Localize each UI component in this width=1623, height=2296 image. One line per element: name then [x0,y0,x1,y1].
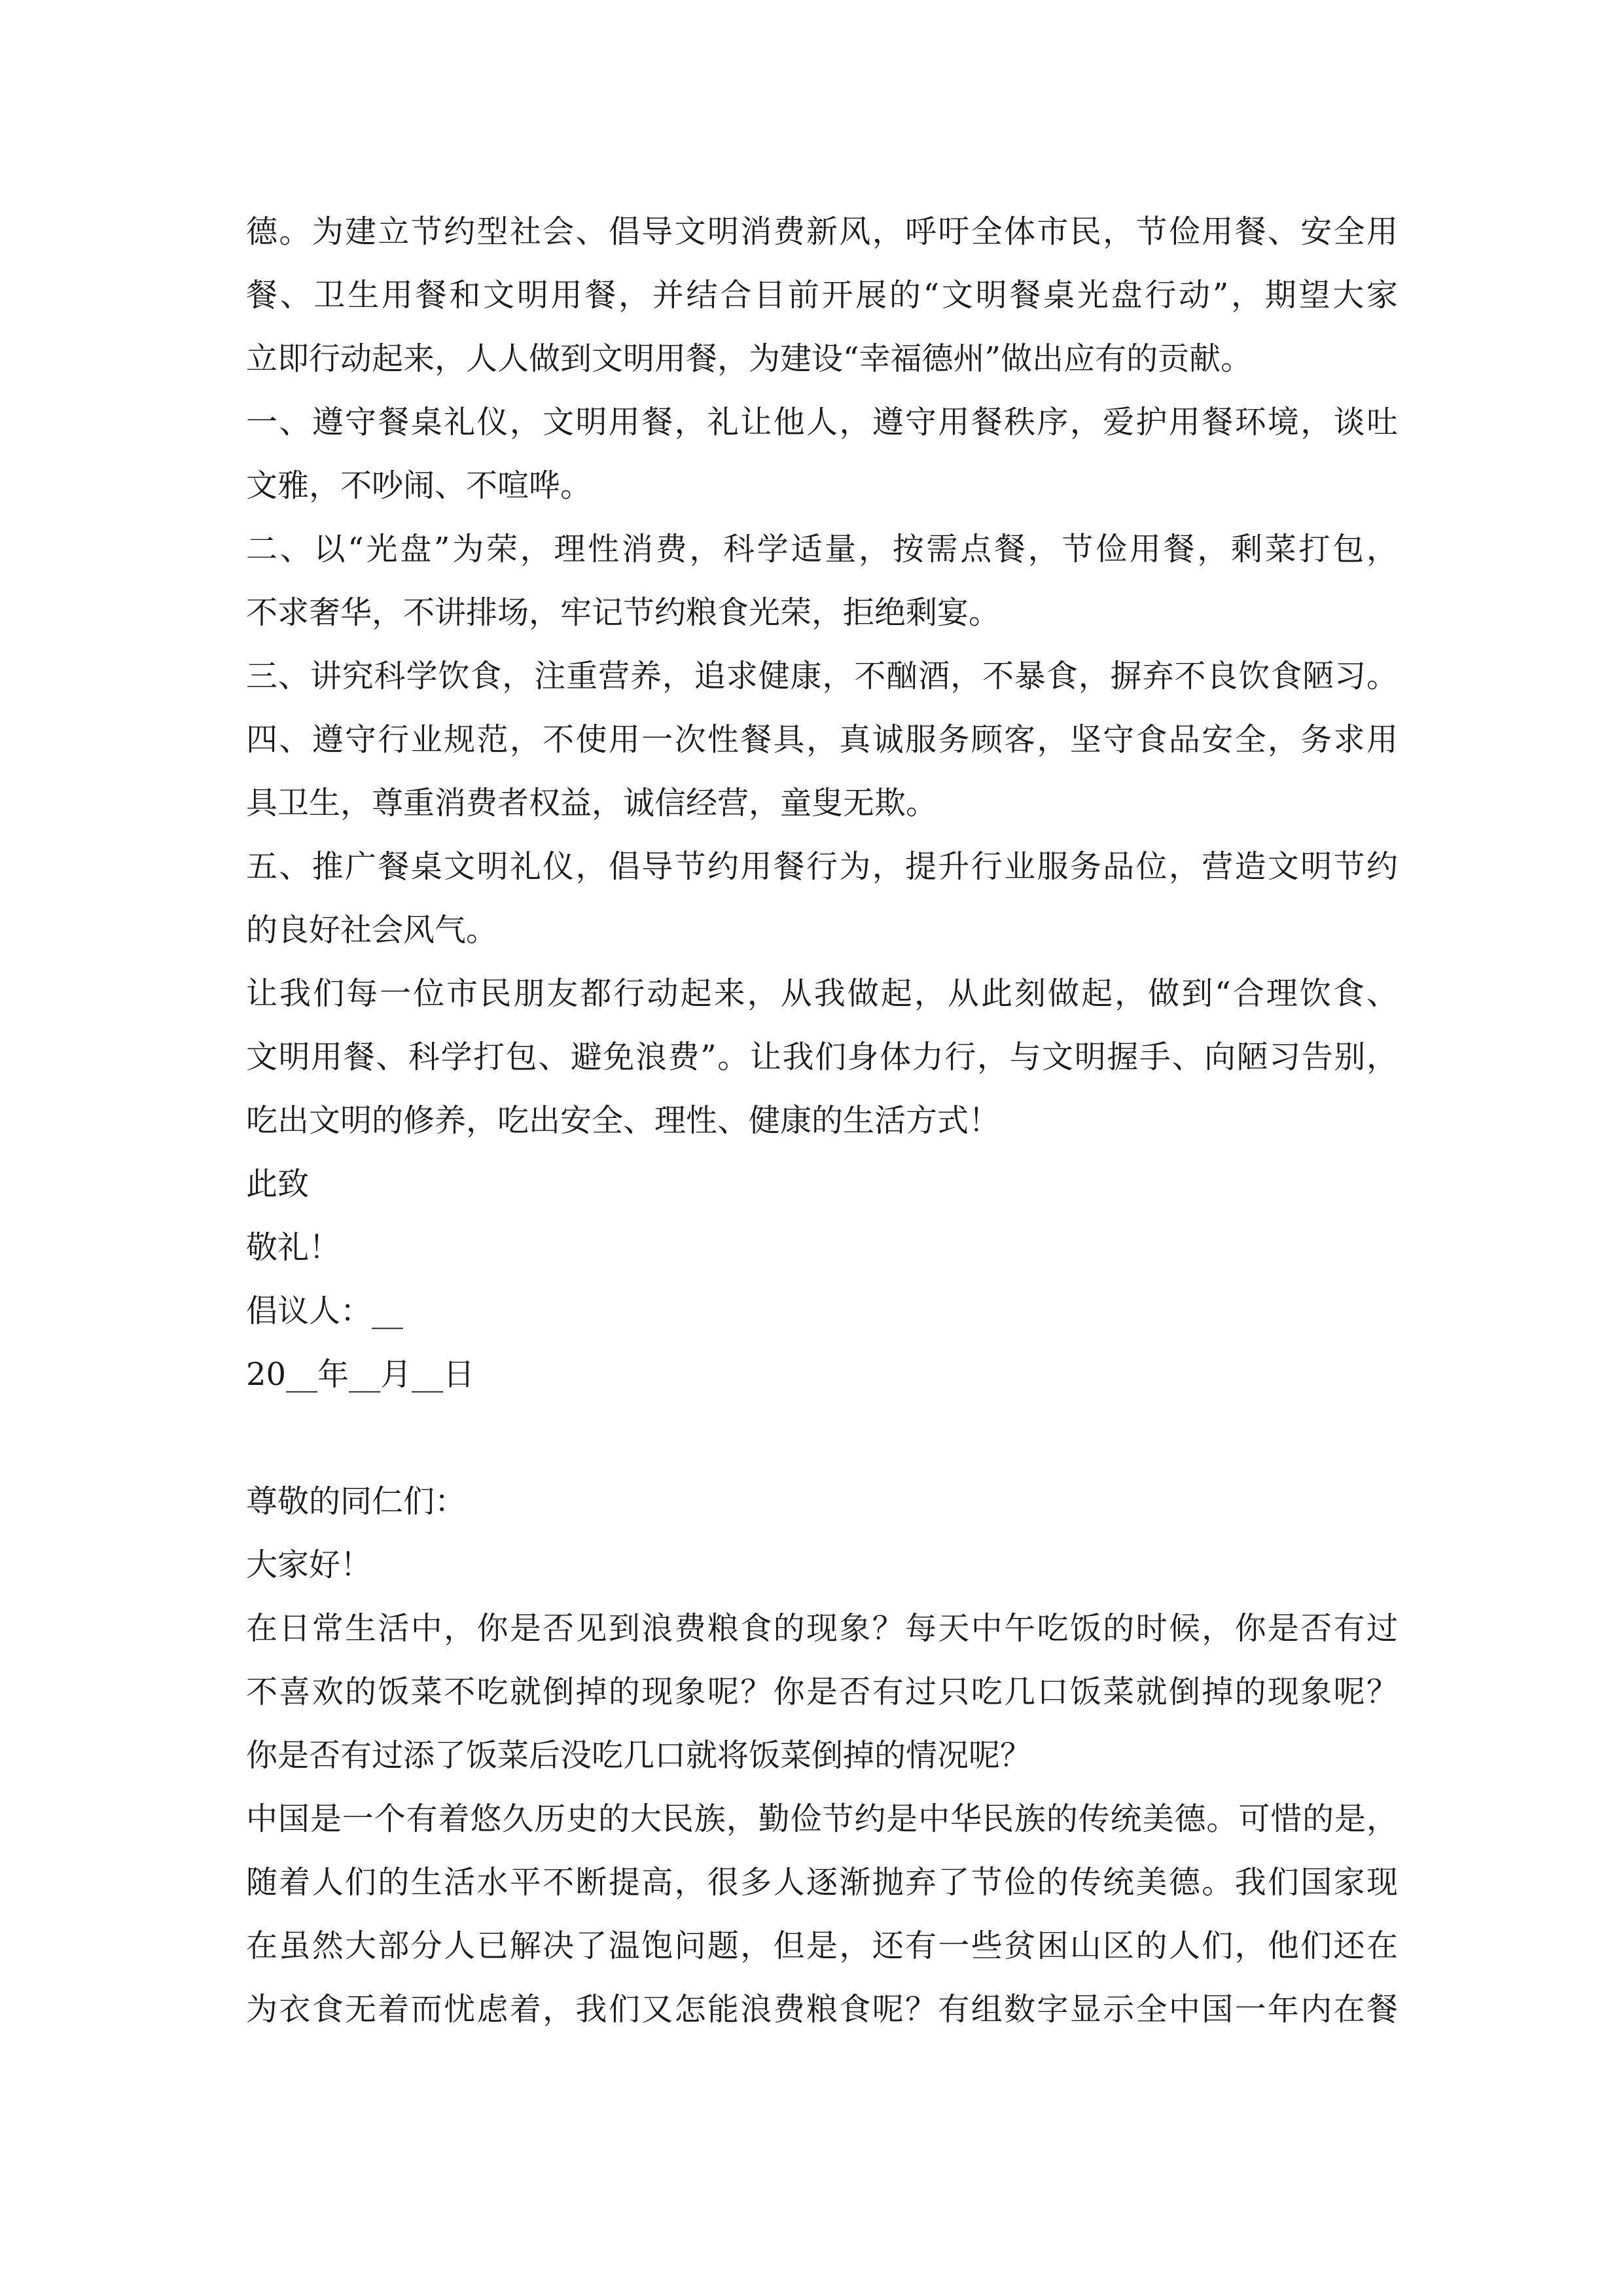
text-line: 为衣食无着而忧虑着，我们又怎能浪费粮食呢？有组数字显示全中国一年内在餐 [246,1991,1398,2028]
text-line: 中国是一个有着悠久历史的大民族，勤俭节约是中华民族的传统美德。可惜的是， [246,1801,1398,1837]
text-line: 一、遵守餐桌礼仪，文明用餐，礼让他人，遵守用餐秩序，爱护用餐环境，谈吐 [246,404,1398,440]
text-line: 德。为建立节约型社会、倡导文明消费新风，呼吁全体市民，节俭用餐、安全用 [246,213,1398,250]
text-line: 四、遵守行业规范，不使用一次性餐具，真诚服务顾客，坚守食品安全，务求用 [246,721,1398,758]
greeting-line: 大家好！ [246,1547,372,1583]
closing-regards: 敬礼！ [246,1229,341,1266]
text-line: 你是否有过添了饭菜后没吃几口就将饭菜倒掉的情况呢？ [246,1737,1032,1774]
text-line: 的良好社会风气。 [246,912,498,948]
text-line: 具卫生，尊重消费者权益，诚信经营，童叟无欺。 [246,785,938,821]
text-line: 五、推广餐桌文明礼仪，倡导节约用餐行为，提升行业服务品位，营造文明节约 [246,848,1398,885]
signature-line: 倡议人：__ [246,1293,404,1329]
closing-salutation: 此致 [246,1166,310,1202]
section-gap [246,1407,1398,1470]
text-line: 在日常生活中，你是否见到浪费粮食的现象？每天中午吃饭的时候，你是否有过 [246,1610,1398,1647]
text-line: 不喜欢的饭菜不吃就倒掉的现象呢？你是否有过只吃几口饭菜就倒掉的现象呢？ [246,1674,1398,1710]
text-line: 不求奢华，不讲排场，牢记节约粮食光荣，拒绝剩宴。 [246,594,1001,631]
greeting-line: 尊敬的同仁们： [246,1483,467,1520]
text-line: 让我们每一位市民朋友都行动起来，从我做起，从此刻做起，做到“合理饮食、 [246,975,1398,1012]
text-line: 文明用餐、科学打包、避免浪费”。让我们身体力行，与文明握手、向陋习告别， [246,1039,1398,1075]
text-line: 吃出文明的修养，吃出安全、理性、健康的生活方式！ [246,1102,1001,1139]
document-body [246,200,1398,2041]
text-line: 餐、卫生用餐和文明用餐，并结合目前开展的“文明餐桌光盘行动”，期望大家 [246,277,1398,314]
text-line: 在虽然大部分人已解决了温饱问题，但是，还有一些贫困山区的人们，他们还在 [246,1928,1398,1964]
text-line: 文雅，不吵闹、不喧哗。 [246,467,592,504]
date-line: 20__年__月__日 [246,1356,475,1393]
text-line: 二、以“光盘”为荣，理性消费，科学适量，按需点餐，节俭用餐，剩菜打包， [246,531,1398,567]
text-line: 随着人们的生活水平不断提高，很多人逐渐抛弃了节俭的传统美德。我们国家现 [246,1864,1398,1901]
text-line: 三、讲究科学饮食，注重营养，追求健康，不酗酒，不暴食，摒弃不良饮食陋习。 [246,658,1398,694]
text-line: 立即行动起来，人人做到文明用餐，为建设“幸福德州”做出应有的贡献。 [246,340,1253,377]
